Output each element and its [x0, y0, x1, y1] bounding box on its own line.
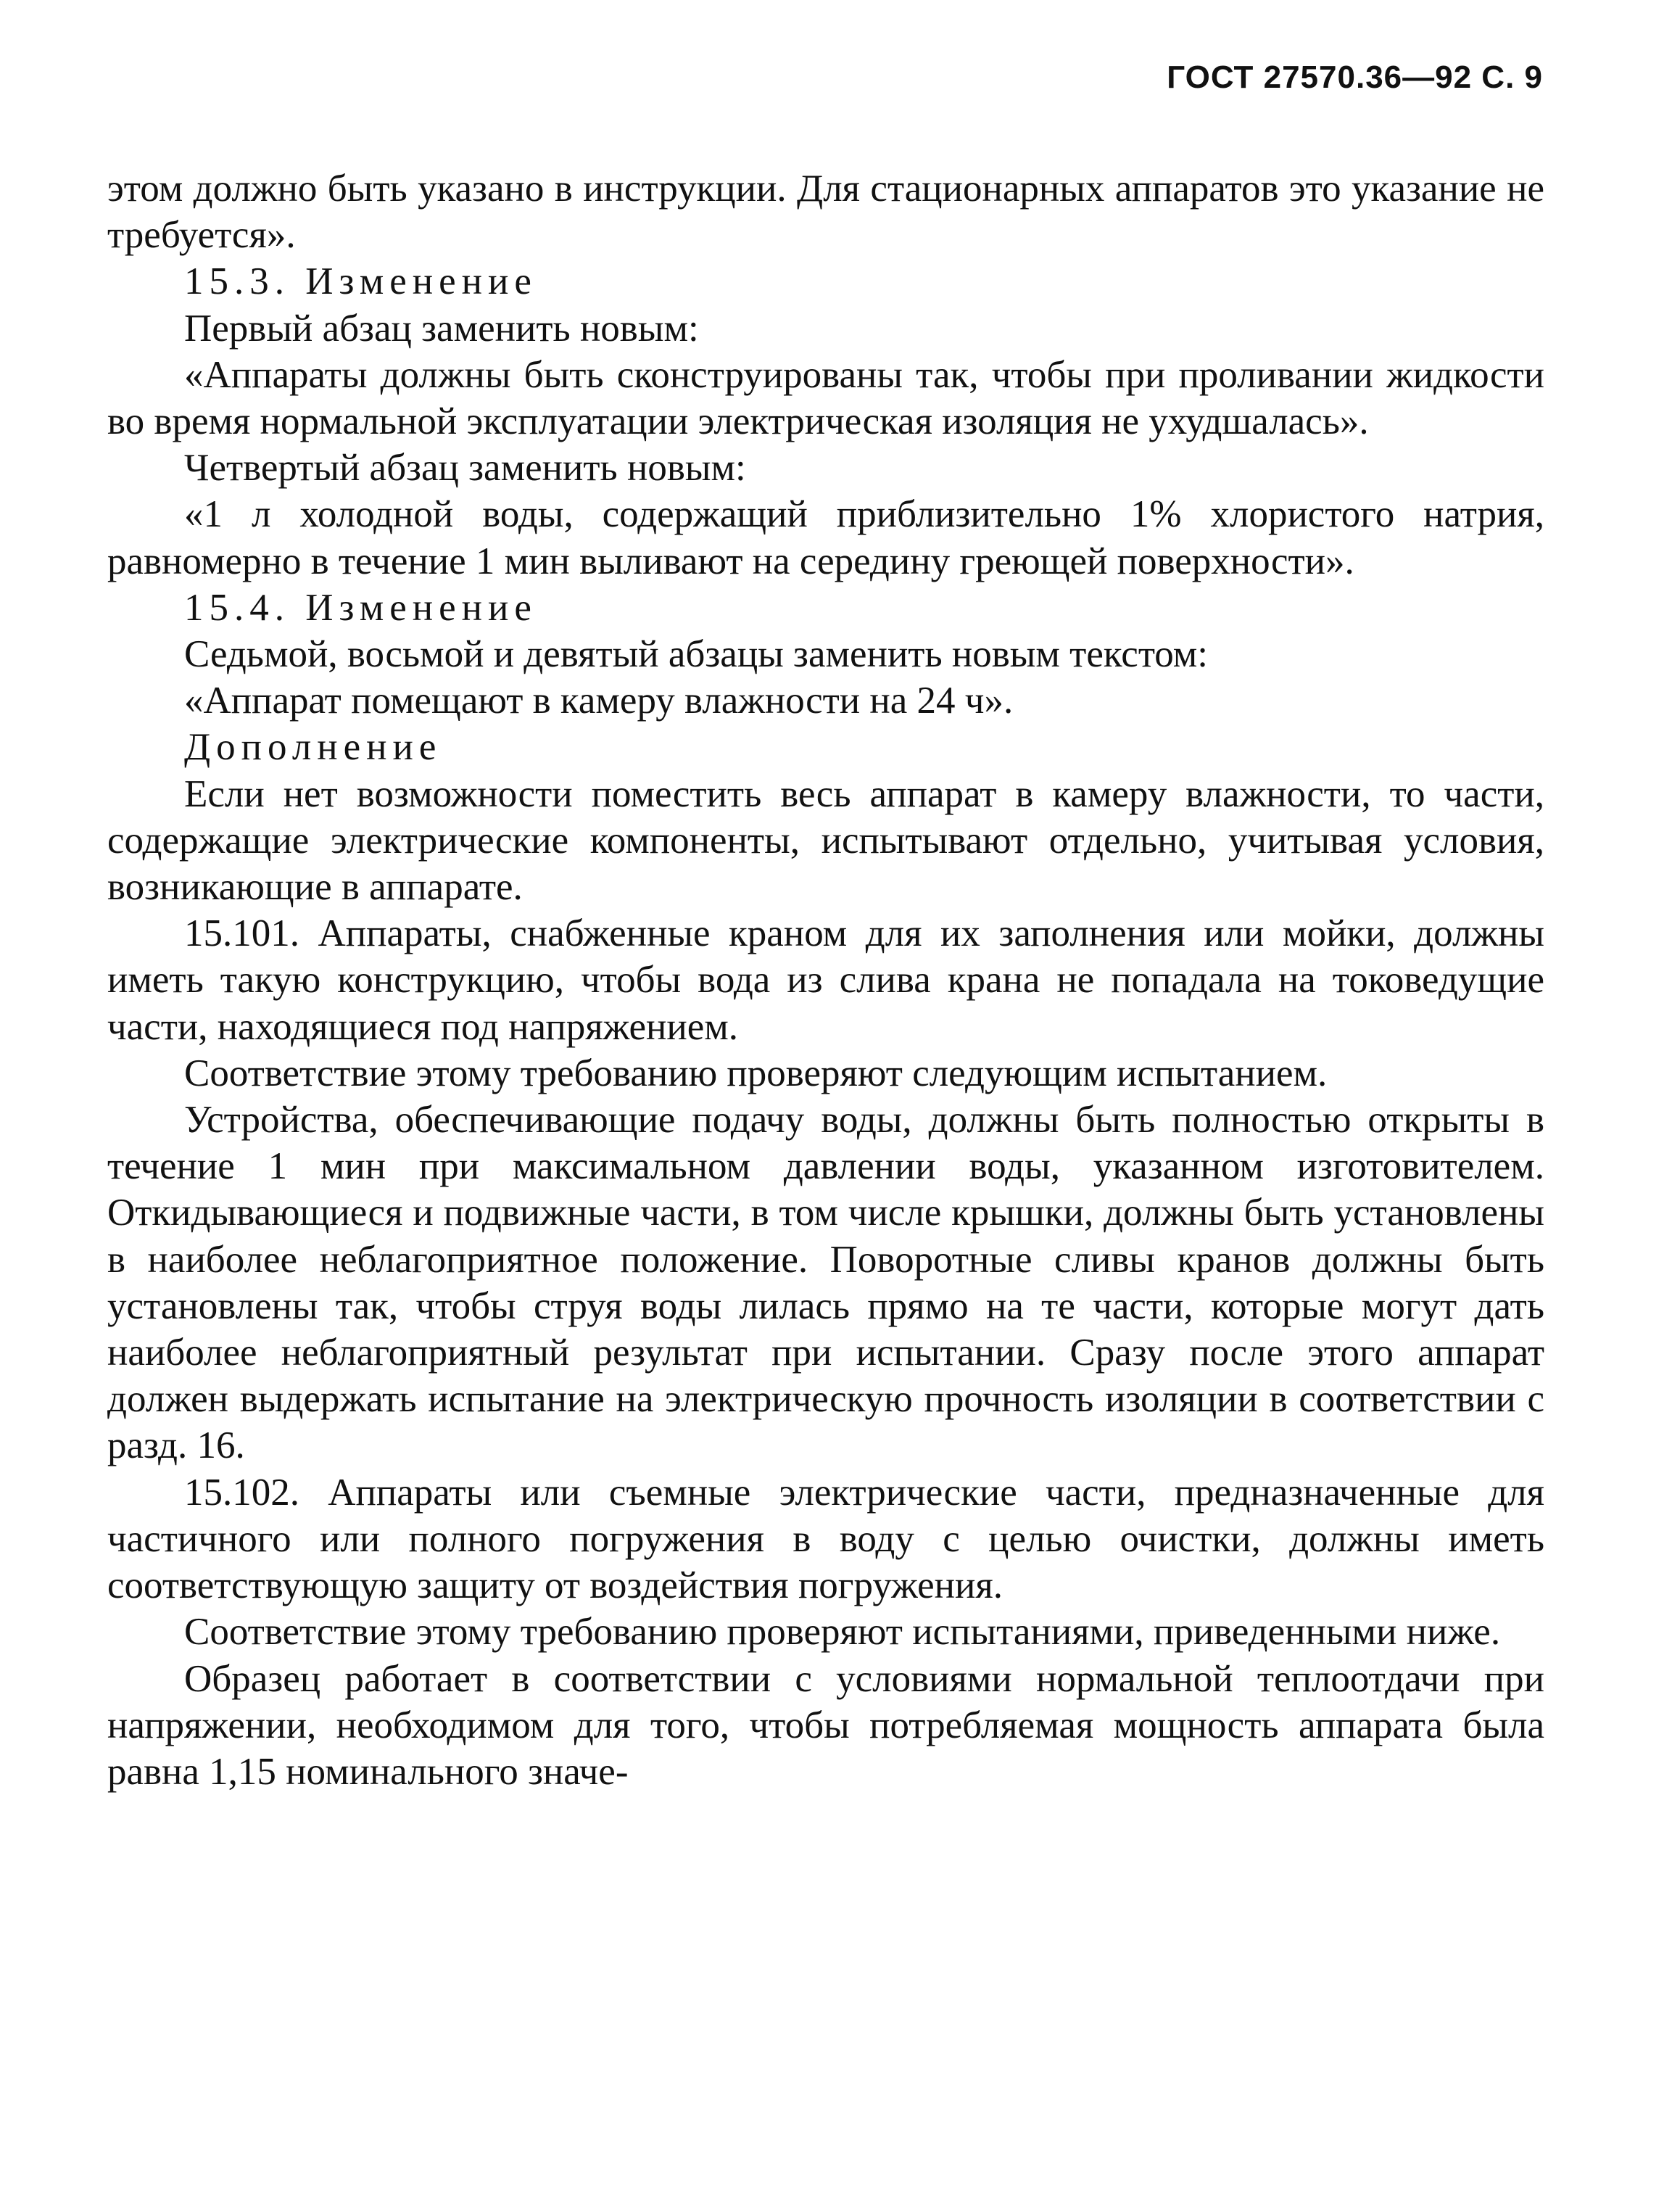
paragraph: Образец работает в соответствии с условиями нормальной теплоотдачи при напряжении, необходимом для того, чтобы потребляемая мощность аппарата была равна 1,15 номинального значе- [107, 1657, 1544, 1793]
paragraph: Устройства, обеспечивающие подачу воды, должны быть полностью открыты в течение 1 мин при максимальном давлении воды, указанном изготовителем. Откидывающиеся и подвижные части, в том числе крышки, должны быть установлены в наиболее неблагоприятное положение. Поворотные сливы кранов должны быть установлены так, чтобы струя воды лилась прямо на те части, которые могут дать наиболее неблагоприятный результат при испытании. Сразу после этого аппарат должен выдержать испытание на электрическую прочность изоляции в соответствии с разд. 16. [107, 1099, 1544, 1467]
paragraph: Соответствие этому требованию проверяют испытаниями, приведенными ниже. [184, 1611, 1501, 1654]
instruction-line: Первый абзац заменить новым: [184, 307, 699, 350]
page-header: ГОСТ 27570.36—92 С. 9 [1167, 59, 1543, 95]
instruction-line: Четвертый абзац заменить новым: [184, 447, 746, 490]
paragraph-15-101: 15.101. Аппараты, снабженные краном для их заполнения или мойки, должны иметь такую конструкцию, чтобы вода из слива крана не попадала на токоведущие части, находящиеся под напряжением. [107, 912, 1544, 1048]
section-heading-supplement: Дополнение [184, 726, 442, 769]
quoted-replacement: «Аппарат помещают в камеру влажности на 24 ч». [184, 680, 1014, 722]
paragraph: Соответствие этому требованию проверяют следующим испытанием. [184, 1052, 1328, 1094]
quoted-replacement: «1 л холодной воды, содержащий приблизительно 1% хлористого натрия, равномерно в течение 1 мин выливают на середину греющей поверхности». [107, 493, 1544, 582]
quoted-replacement: «Аппараты должны быть сконструированы так, чтобы при проливании жидкости во время нормальной эксплуатации электрическая изоляция не ухудшалась». [107, 353, 1544, 443]
paragraph-continuation: этом должно быть указано в инструкции. Для стационарных аппаратов это указание не требуется». [107, 168, 1544, 257]
section-heading-15-3: 15.3. Изменение [184, 260, 537, 303]
instruction-line: Седьмой, восьмой и девятый абзацы заменить новым текстом: [184, 633, 1209, 676]
section-heading-15-4: 15.4. Изменение [184, 586, 537, 629]
paragraph-15-102: 15.102. Аппараты или съемные электрические части, предназначенные для частичного или полного погружения в воду с целью очистки, должны иметь соответствующую защиту от воздействия погружения. [107, 1471, 1544, 1607]
paragraph: Если нет возможности поместить весь аппарат в камеру влажности, то части, содержащие электрические компоненты, испытывают отдельно, учитывая условия, возникающие в аппарате. [107, 772, 1544, 909]
document-body [107, 165, 1544, 1795]
